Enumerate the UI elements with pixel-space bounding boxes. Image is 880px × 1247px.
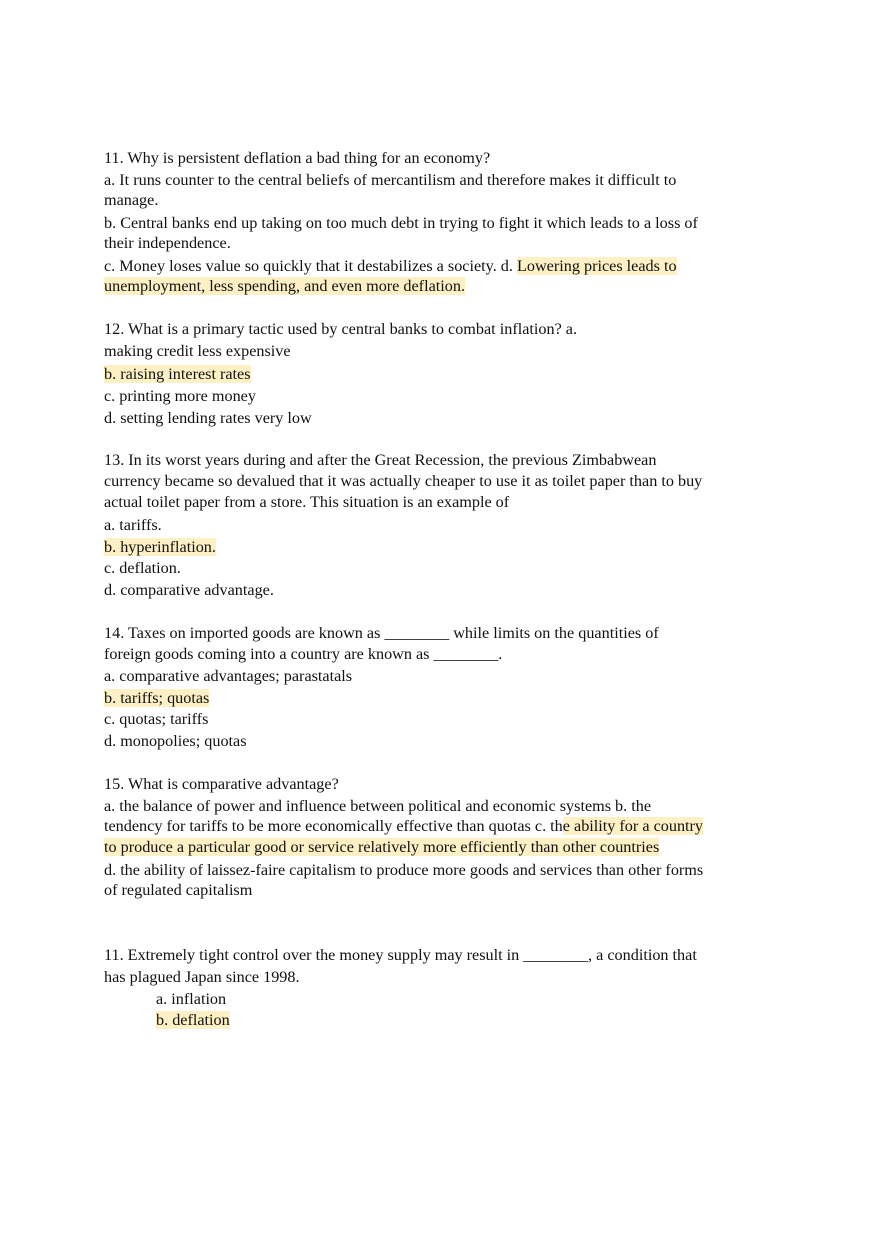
highlighted-text: to produce a particular good or service relatively more efficiently than other countries: [104, 838, 660, 856]
option-c: [104, 709, 208, 729]
option-c: [104, 386, 256, 406]
text-segment: 11. Extremely tight control over the money supply may result in ________, a condition that: [104, 946, 697, 964]
highlighted-answer: [104, 364, 251, 384]
option-b: [104, 213, 698, 233]
highlighted-text: b. deflation: [156, 1011, 230, 1029]
option-c: [104, 558, 181, 578]
text-segment: c. quotas; tariffs: [104, 710, 209, 728]
text-segment: a. It runs counter to the central beliefs of mercantilism and therefore makes it difficult to: [104, 171, 677, 189]
question-text-continued: [104, 644, 502, 664]
text-segment: actual toilet paper from a store. This situation is an example of: [104, 493, 510, 511]
option-a: [104, 515, 162, 535]
text-segment: manage.: [104, 191, 159, 209]
text-segment: 15. What is comparative advantage?: [104, 775, 339, 793]
option-b-c: [104, 816, 703, 836]
highlighted-text: b. raising interest rates: [104, 365, 251, 383]
text-segment: a. inflation: [156, 990, 227, 1008]
text-segment: d. setting lending rates very low: [104, 409, 312, 427]
option-c-d: [104, 256, 677, 276]
question-text: [104, 945, 697, 965]
text-segment: d. comparative advantage.: [104, 581, 274, 599]
text-segment: b. Central banks end up taking on too much debt in trying to fight it which leads to a loss of: [104, 214, 698, 232]
highlighted-answer: Lowering prices leads to: [517, 257, 677, 275]
question-text-continued: [104, 471, 702, 491]
question-text-continued: [104, 967, 300, 987]
text-segment: 13. In its worst years during and after the Great Recession, the previous Zimbabwean: [104, 451, 657, 469]
text-segment: currency became so devalued that it was actually cheaper to use it as toilet paper than to buy: [104, 472, 703, 490]
text-segment: making credit less expensive: [104, 342, 291, 360]
highlighted-text: b. hyperinflation.: [104, 538, 216, 556]
highlighted-answer: [156, 1010, 230, 1030]
option-a: [104, 170, 676, 190]
highlighted-answer: e ability for a country: [562, 817, 704, 835]
text-segment: c. Money loses value so quickly that it destabilizes a society. d.: [104, 257, 517, 275]
text-segment: c. printing more money: [104, 387, 256, 405]
option-d: [104, 731, 247, 751]
question-text-continued: [104, 492, 509, 512]
question-text: [104, 319, 577, 339]
text-segment: a. the balance of power and influence between political and economic systems b. the: [104, 797, 652, 815]
option-d: [104, 580, 274, 600]
option-a-b: [104, 796, 651, 816]
question-text: [104, 774, 339, 794]
text-segment: foreign goods coming into a country are known as ________.: [104, 645, 503, 663]
text-segment: their independence.: [104, 234, 231, 252]
option-d-continued: [104, 880, 252, 900]
option-d: [104, 860, 703, 880]
question-text: [104, 623, 659, 643]
question-text: [104, 450, 656, 470]
highlighted-text: unemployment, less spending, and even more deflation.: [104, 277, 465, 295]
highlighted-answer: [104, 688, 209, 708]
text-segment: c. deflation.: [104, 559, 181, 577]
text-segment: a. comparative advantages; parastatals: [104, 667, 353, 685]
text-segment: a. tariffs.: [104, 516, 162, 534]
question-text: [104, 148, 490, 168]
highlighted-answer-continued: [104, 837, 659, 857]
highlighted-answer-continued: [104, 276, 465, 296]
text-segment: d. monopolies; quotas: [104, 732, 247, 750]
text-segment: 14. Taxes on imported goods are known as ________ while limits on the quantities of: [104, 624, 659, 642]
text-segment: 12. What is a primary tactic used by central banks to combat inflation? a.: [104, 320, 578, 338]
highlighted-text: b. tariffs; quotas: [104, 689, 210, 707]
highlighted-answer: [104, 537, 216, 557]
option-a: [104, 341, 291, 361]
text-segment: of regulated capitalism: [104, 881, 253, 899]
option-d: [104, 408, 312, 428]
option-b-continued: [104, 233, 231, 253]
text-segment: has plagued Japan since 1998.: [104, 968, 300, 986]
text-segment: d. the ability of laissez-faire capitalism to produce more goods and services than other forms: [104, 861, 704, 879]
text-segment: tendency for tariffs to be more economically effective than quotas c. th: [104, 817, 563, 835]
text-segment: 11. Why is persistent deflation a bad thing for an economy?: [104, 149, 491, 167]
option-a-continued: [104, 190, 158, 210]
option-a: [104, 666, 352, 686]
option-a: [156, 989, 226, 1009]
